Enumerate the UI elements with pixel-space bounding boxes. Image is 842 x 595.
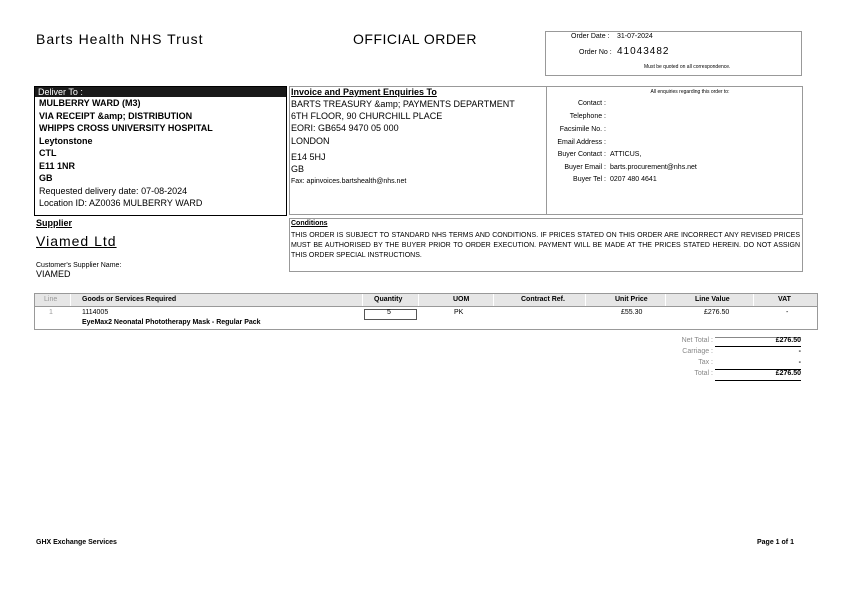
total-label: Total : — [694, 370, 713, 377]
invoice-enquiries-box — [289, 86, 803, 215]
net-total-value: £276.50 — [775, 337, 801, 344]
total-value: £276.50 — [775, 370, 801, 377]
carriage-label: Carriage : — [682, 348, 713, 355]
requested-delivery-date: Requested delivery date: 07-08-2024 — [39, 185, 188, 196]
footer-page-number: Page 1 of 1 — [757, 539, 794, 546]
conditions-heading: Conditions — [291, 220, 328, 227]
invoice-line: GB — [291, 164, 305, 174]
carriage-value: - — [798, 348, 801, 355]
buyer-tel-label: Buyer Tel : — [573, 176, 606, 183]
tax-value: - — [798, 359, 801, 366]
buyer-contact-label: Buyer Contact : — [557, 151, 606, 158]
col-header-line-value: Line Value — [695, 296, 730, 303]
order-number-label: Order No : — [579, 49, 612, 56]
document-title: OFFICIAL ORDER — [353, 31, 477, 47]
deliver-line: GB — [39, 173, 53, 183]
col-header-contract: Contract Ref. — [521, 296, 565, 303]
buyer-email-value: barts.procurement@nhs.net — [610, 164, 697, 171]
deliver-line: Leytonstone — [39, 135, 93, 146]
row-unit-price: £55.30 — [621, 309, 643, 316]
conditions-box — [289, 218, 803, 272]
row-item-description: EyeMax2 Neonatal Phototherapy Mask - Regular Pack — [82, 319, 261, 326]
footer-left: GHX Exchange Services — [36, 539, 117, 546]
deliver-line: CTL — [39, 148, 57, 158]
deliver-to-box — [34, 86, 287, 216]
table-header-row — [35, 294, 817, 307]
email-address-label: Email Address : — [557, 139, 606, 146]
col-header-vat: VAT — [778, 296, 791, 303]
deliver-to-heading: Deliver To : — [35, 87, 286, 97]
conditions-text: THIS ORDER IS SUBJECT TO STANDARD NHS TERMS AND CONDITIONS. IF PRICES STATED ON THIS ORDER ARE INCORRECT ANY REVISED PRICES MUST BE AUTHORISED BY THE BUYER PRIOR TO ORDER EXECUTION. PAYMENT WILL BE MADE AT THE PRICES STATED HEREIN. DO NOT ASSIGN THIS ORDER SPECIAL INSTRUCTIONS. — [291, 232, 800, 259]
order-date-label: Order Date : — [571, 33, 610, 40]
deliver-line: MULBERRY WARD (M3) — [39, 98, 141, 108]
facsimile-label: Facsimile No. : — [559, 126, 606, 133]
col-header-quantity: Quantity — [374, 296, 403, 303]
invoice-line: BARTS TREASURY &amp; PAYMENTS DEPARTMENT — [291, 99, 515, 109]
tax-label: Tax : — [698, 359, 713, 366]
order-info-box — [545, 31, 802, 76]
col-header-goods: Goods or Services Required — [82, 296, 177, 303]
row-line-value: £276.50 — [704, 309, 730, 316]
order-note: Must be quoted on all correspondence. — [644, 64, 731, 70]
deliver-line: VIA RECEIPT &amp; DISTRIBUTION — [39, 110, 193, 121]
location-id: Location ID: AZ0036 MULBERRY WARD — [39, 198, 203, 208]
buyer-contact-value: ATTICUS, — [610, 151, 642, 158]
col-header-unit-price: Unit Price — [615, 296, 648, 303]
supplier-name: Viamed Ltd — [36, 233, 117, 249]
col-header-uom: UOM — [453, 296, 470, 303]
invoice-fax: Fax: apinvoices.bartshealth@nhs.net — [291, 178, 407, 185]
row-item-code: 1114005 — [82, 309, 109, 316]
invoice-line: LONDON — [291, 136, 330, 146]
customer-supplier-name: VIAMED — [36, 269, 71, 279]
col-header-line: Line — [44, 296, 58, 303]
row-line-number: 1 — [49, 309, 53, 316]
table-row — [35, 307, 817, 329]
deliver-line: WHIPPS CROSS UNIVERSITY HOSPITAL — [39, 123, 213, 133]
invoice-line: 6TH FLOOR, 90 CHURCHILL PLACE — [291, 111, 443, 121]
invoice-line: EORI: GB654 9470 05 000 — [291, 123, 399, 133]
trust-name: Barts Health NHS Trust — [36, 31, 204, 47]
customer-supplier-name-label: Customer's Supplier Name: — [36, 262, 122, 269]
supplier-heading: Supplier — [36, 218, 73, 228]
row-uom: PK — [454, 309, 464, 316]
order-number-value: 41043482 — [617, 46, 670, 57]
buyer-tel-value: 0207 480 4641 — [610, 176, 657, 183]
order-date-value: 31-07-2024 — [617, 33, 653, 40]
telephone-label: Telephone : — [569, 113, 606, 120]
net-total-label: Net Total : — [681, 337, 713, 344]
enquiries-note: All enquiries regarding this order to: — [650, 89, 730, 95]
line-items-table — [34, 293, 818, 330]
buyer-email-label: Buyer Email : — [564, 164, 606, 171]
deliver-line: E11 1NR — [39, 160, 76, 171]
invoice-line: E14 5HJ — [291, 152, 326, 162]
invoice-heading: Invoice and Payment Enquiries To — [291, 87, 437, 97]
contact-label: Contact : — [577, 100, 606, 107]
row-quantity: 5 — [387, 309, 391, 316]
row-vat: - — [786, 309, 789, 316]
